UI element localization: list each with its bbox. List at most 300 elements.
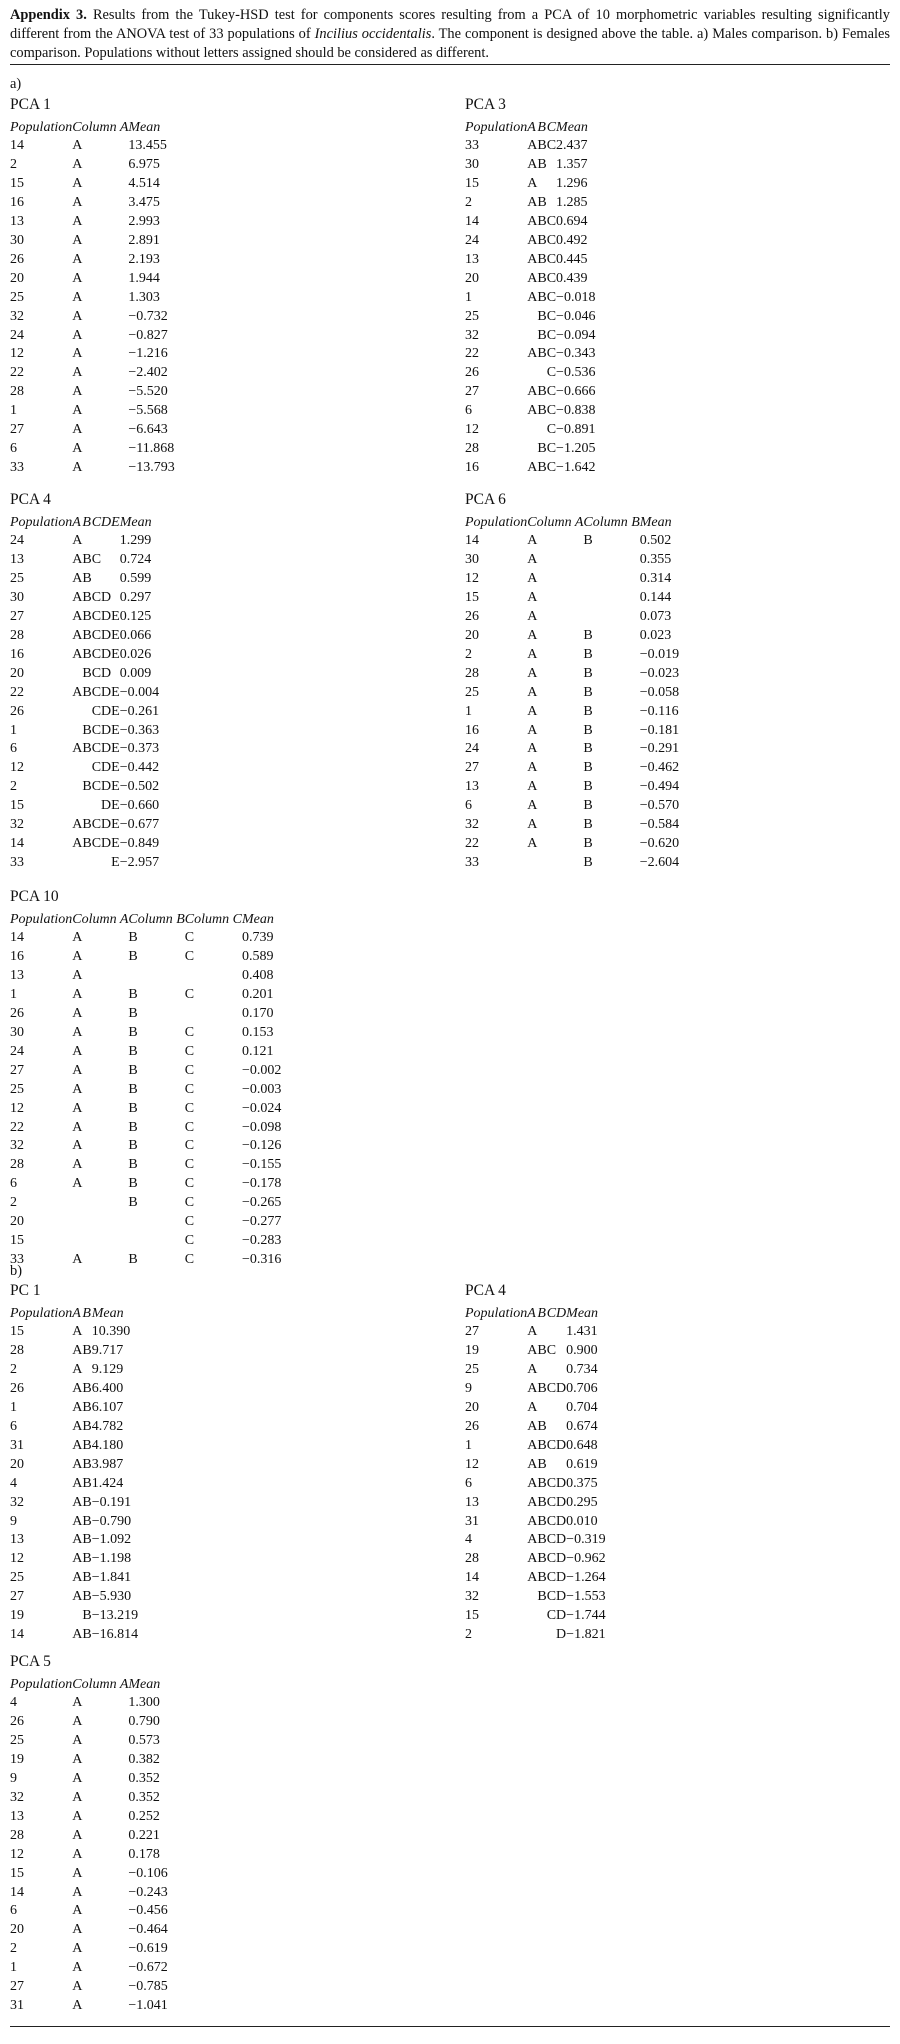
group-letter-cell: A <box>527 741 538 757</box>
population-cell: 22 <box>465 836 479 852</box>
group-letter-cell: D <box>556 1551 567 1567</box>
column-header: C <box>546 120 557 135</box>
group-letter-cell: A <box>72 213 83 229</box>
mean-cell: 0.734 <box>566 1361 598 1377</box>
mean-cell: −0.058 <box>639 684 680 700</box>
population-cell: 26 <box>10 1713 24 1729</box>
table-row <box>10 1342 138 1361</box>
group-letter-cell <box>82 703 91 722</box>
table-row <box>10 194 175 213</box>
mean-cell: 0.648 <box>566 1437 598 1453</box>
population-cell: 28 <box>465 665 479 681</box>
population-cell: 32 <box>10 308 24 324</box>
group-letter-cell <box>82 854 91 873</box>
mean-cell: −0.003 <box>241 1081 282 1097</box>
mean-cell: 9.129 <box>91 1361 124 1377</box>
group-letter-cell: C <box>91 627 102 643</box>
mean-cell: 0.694 <box>556 213 588 229</box>
group-letter-cell: A <box>72 1532 83 1548</box>
table-row <box>10 175 175 194</box>
group-letter-cell: B <box>82 1399 92 1415</box>
group-letter-cell: D <box>556 1437 567 1453</box>
population-cell: 1 <box>465 703 472 719</box>
group-letter-cell <box>547 156 556 175</box>
results-table <box>10 1304 138 1645</box>
mean-cell: −1.216 <box>128 346 168 362</box>
group-letter-cell: B <box>82 741 92 757</box>
mean-cell: 2.437 <box>556 138 588 153</box>
population-cell: 12 <box>465 422 479 438</box>
table-row <box>10 1978 168 1997</box>
mean-cell: 6.400 <box>91 1380 124 1396</box>
group-letter-cell: D <box>556 1494 567 1510</box>
table-row <box>465 289 595 308</box>
group-letter-cell: A <box>72 684 83 700</box>
group-letter-cell: B <box>128 948 138 964</box>
group-letter-cell: A <box>527 213 538 229</box>
column-header: Mean <box>119 515 152 530</box>
population-cell: 14 <box>10 1627 24 1643</box>
group-letter-cell: A <box>72 1252 83 1268</box>
table-row <box>10 1418 138 1437</box>
group-letter-cell: A <box>72 1960 83 1976</box>
table-row <box>10 383 175 402</box>
column-header: C <box>546 1306 557 1321</box>
population-cell: 24 <box>10 327 24 343</box>
table-row <box>465 1475 606 1494</box>
mean-cell: 9.717 <box>91 1342 124 1358</box>
population-cell: 14 <box>10 836 24 852</box>
mean-cell: −0.046 <box>556 308 596 324</box>
population-cell: 13 <box>10 551 24 567</box>
group-letter-cell: B <box>537 1418 547 1434</box>
results-table <box>465 1304 606 1645</box>
population-cell: 1 <box>10 403 17 419</box>
group-letter-cell: B <box>537 403 547 419</box>
group-letter-cell <box>72 1232 128 1251</box>
part-a-label: a) <box>10 76 22 92</box>
group-letter-cell: B <box>82 836 92 852</box>
group-letter-cell: A <box>527 1437 538 1453</box>
mean-cell: −0.785 <box>128 1979 168 1995</box>
group-letter-cell: D <box>101 836 112 852</box>
table-row <box>465 1550 606 1569</box>
mean-cell: 1.303 <box>128 289 160 305</box>
group-letter-cell: B <box>537 232 547 248</box>
table-row <box>10 1380 138 1399</box>
group-letter-cell: A <box>527 1380 538 1396</box>
population-cell: 25 <box>10 570 24 586</box>
group-letter-cell: B <box>82 665 92 681</box>
group-letter-cell <box>537 1607 546 1626</box>
mean-cell: −13.793 <box>128 460 175 476</box>
group-letter-cell: E <box>111 760 120 776</box>
table-row <box>10 364 175 383</box>
column-header: D <box>101 515 112 530</box>
group-letter-cell: C <box>184 1252 195 1268</box>
group-letter-cell: B <box>537 1437 547 1453</box>
mean-cell: −0.584 <box>639 817 680 833</box>
population-cell: 6 <box>10 741 17 757</box>
table-row <box>465 854 679 873</box>
population-cell: 33 <box>10 460 24 476</box>
table-row <box>465 364 595 383</box>
mean-cell: −0.181 <box>639 722 680 738</box>
group-letter-cell: B <box>583 798 593 814</box>
population-cell: 15 <box>10 1324 24 1339</box>
group-letter-cell <box>547 1361 556 1380</box>
table-row <box>465 137 595 156</box>
group-letter-cell: C <box>546 384 557 400</box>
table-row <box>10 402 175 421</box>
group-letter-cell <box>82 532 91 551</box>
table-row <box>10 289 175 308</box>
group-letter-cell <box>72 759 82 778</box>
population-cell: 2 <box>465 194 472 210</box>
table-header-row <box>10 910 281 929</box>
group-letter-cell: A <box>527 1361 538 1377</box>
mean-cell: 0.704 <box>566 1399 598 1415</box>
table-row <box>10 1732 168 1751</box>
group-letter-cell: B <box>583 646 593 662</box>
table-row <box>10 1024 281 1043</box>
group-letter-cell: A <box>527 608 538 624</box>
group-letter-cell: A <box>72 986 83 1002</box>
column-header: Population <box>10 515 73 530</box>
group-letter-cell: A <box>527 1399 538 1415</box>
group-letter-cell: C <box>184 1195 195 1211</box>
group-letter-cell: C <box>546 441 557 457</box>
group-letter-cell: A <box>527 665 538 681</box>
population-cell: 28 <box>10 1827 24 1843</box>
mean-cell: 0.295 <box>566 1494 598 1510</box>
group-letter-cell: A <box>72 156 83 172</box>
top-rule <box>10 64 890 65</box>
group-letter-cell: A <box>527 1570 538 1586</box>
table-row <box>465 797 679 816</box>
column-header: Population <box>10 1677 73 1692</box>
population-cell: 22 <box>10 684 24 700</box>
mean-cell: 1.424 <box>91 1475 124 1491</box>
group-letter-cell: A <box>72 1570 83 1586</box>
group-letter-cell: A <box>72 627 83 643</box>
caption-label: Appendix 3. <box>10 7 87 23</box>
group-letter-cell: D <box>101 722 112 738</box>
mean-cell: −1.205 <box>556 441 596 457</box>
table-header-row <box>465 1304 606 1323</box>
appendix-caption <box>10 6 890 63</box>
group-letter-cell: B <box>537 441 547 457</box>
table-row <box>465 308 595 327</box>
population-cell: 30 <box>10 589 24 605</box>
table-row <box>10 1846 168 1865</box>
population-cell: 30 <box>465 156 479 172</box>
population-cell: 28 <box>10 627 24 643</box>
group-letter-cell: C <box>546 138 557 153</box>
population-cell: 6 <box>10 1176 17 1192</box>
table-row <box>465 816 679 835</box>
population-cell: 14 <box>10 1884 24 1900</box>
population-cell: 24 <box>465 232 479 248</box>
mean-cell: −0.191 <box>91 1494 132 1510</box>
group-letter-cell <box>527 440 537 459</box>
population-cell: 1 <box>465 1437 472 1453</box>
group-letter-cell: A <box>527 817 538 833</box>
table-row <box>465 1380 606 1399</box>
group-letter-cell: E <box>111 798 120 814</box>
population-cell: 32 <box>10 817 24 833</box>
population-cell: 2 <box>10 156 17 172</box>
group-letter-cell <box>527 1626 537 1645</box>
table-row <box>465 589 679 608</box>
mean-cell: 0.352 <box>128 1770 160 1786</box>
group-letter-cell: C <box>184 1100 195 1116</box>
mean-cell: −2.402 <box>128 365 168 381</box>
table-row <box>10 1005 281 1024</box>
group-letter-cell: D <box>101 779 112 795</box>
table-row <box>10 835 159 854</box>
results-table <box>10 118 175 478</box>
population-cell: 16 <box>10 646 24 662</box>
group-letter-cell: A <box>72 1922 83 1938</box>
population-cell: 25 <box>465 1361 479 1377</box>
group-letter-cell: E <box>111 703 120 719</box>
mean-cell: 0.297 <box>119 589 152 605</box>
population-cell: 6 <box>465 403 472 419</box>
table-row <box>10 665 159 684</box>
table-row <box>10 1323 138 1342</box>
group-letter-cell: E <box>111 722 120 738</box>
group-letter-cell: A <box>72 836 83 852</box>
table-row <box>465 1323 606 1342</box>
mean-cell: 0.221 <box>128 1827 160 1843</box>
group-letter-cell: A <box>527 1475 538 1491</box>
column-header: B <box>82 515 91 530</box>
table-row <box>465 270 595 289</box>
group-letter-cell <box>583 551 639 570</box>
population-cell: 20 <box>465 627 479 643</box>
mean-cell: 1.357 <box>556 156 588 172</box>
mean-cell: −6.643 <box>128 422 168 438</box>
table-row <box>465 665 679 684</box>
population-cell: 32 <box>10 1789 24 1805</box>
population-cell: 32 <box>10 1494 24 1510</box>
table-row <box>10 854 159 873</box>
group-letter-cell <box>72 665 82 684</box>
group-letter-cell <box>82 1361 91 1380</box>
mean-cell: 0.153 <box>241 1024 274 1040</box>
group-letter-cell: A <box>72 1005 83 1021</box>
population-cell: 25 <box>465 308 479 324</box>
group-letter-cell: D <box>101 589 112 605</box>
group-letter-cell: A <box>527 1513 538 1529</box>
population-cell: 19 <box>10 1751 24 1767</box>
mean-cell: 0.009 <box>119 665 152 681</box>
group-letter-cell <box>111 589 120 608</box>
mean-cell: −0.261 <box>119 703 160 719</box>
group-letter-cell: B <box>128 986 138 1002</box>
caption-text-2: . The component is designed above the table. a) Males comparison. b) Females comparison. Populations without letters assigned should be considered as different. <box>10 26 890 61</box>
population-cell: 26 <box>10 1380 24 1396</box>
group-letter-cell: C <box>546 1437 557 1453</box>
table-row <box>465 383 595 402</box>
group-letter-cell: B <box>82 1342 92 1358</box>
population-cell: 4 <box>10 1695 17 1710</box>
table-header-row <box>10 118 175 137</box>
table-row <box>10 270 175 289</box>
table-row <box>10 1770 168 1789</box>
mean-cell: 6.107 <box>91 1399 124 1415</box>
mean-cell: 0.790 <box>128 1713 160 1729</box>
population-cell: 16 <box>10 194 24 210</box>
mean-cell: −0.363 <box>119 722 160 738</box>
group-letter-cell: A <box>72 967 83 983</box>
mean-cell: −5.568 <box>128 403 168 419</box>
group-letter-cell: B <box>537 156 547 172</box>
population-cell: 20 <box>465 270 479 286</box>
table-row <box>465 1531 606 1550</box>
group-letter-cell: B <box>583 741 593 757</box>
mean-cell: −0.827 <box>128 327 168 343</box>
table-row <box>465 345 595 364</box>
group-letter-cell: A <box>72 384 83 400</box>
population-cell: 27 <box>465 760 479 776</box>
group-letter-cell <box>72 797 82 816</box>
group-letter-cell: A <box>72 1695 83 1710</box>
table-row <box>465 1456 606 1475</box>
group-letter-cell: C <box>91 589 102 605</box>
mean-cell: −0.570 <box>639 798 680 814</box>
population-cell: 12 <box>10 1100 24 1116</box>
group-letter-cell: B <box>128 1081 138 1097</box>
group-letter-cell: E <box>111 627 120 643</box>
group-letter-cell: A <box>72 1399 83 1415</box>
group-letter-cell: C <box>91 608 102 624</box>
population-cell: 6 <box>465 798 472 814</box>
mean-cell: 0.010 <box>566 1513 598 1529</box>
table-title: PC 1 <box>10 1282 41 1299</box>
table-row <box>10 986 281 1005</box>
mean-cell: 6.975 <box>128 156 160 172</box>
group-letter-cell <box>111 532 120 551</box>
table-row <box>10 137 175 156</box>
table-row <box>465 1513 606 1532</box>
group-letter-cell: C <box>546 1551 557 1567</box>
group-letter-cell: A <box>72 589 83 605</box>
mean-cell: −0.098 <box>241 1119 282 1135</box>
table-row <box>10 1997 168 2016</box>
table-row <box>465 740 679 759</box>
group-letter-cell: A <box>72 194 83 210</box>
population-cell: 9 <box>10 1770 17 1786</box>
mean-cell: 0.170 <box>241 1005 274 1021</box>
group-letter-cell: B <box>128 1138 138 1154</box>
table-row <box>10 1513 138 1532</box>
group-letter-cell <box>537 175 546 194</box>
table-header-row <box>465 118 595 137</box>
group-letter-cell: A <box>527 289 538 305</box>
table-row <box>10 1494 138 1513</box>
table-row <box>10 929 281 948</box>
mean-cell: −0.019 <box>639 646 680 662</box>
mean-cell: 0.144 <box>639 589 672 605</box>
group-letter-cell: C <box>546 232 557 248</box>
population-cell: 20 <box>10 1456 24 1472</box>
population-cell: 12 <box>10 1551 24 1567</box>
population-cell: 31 <box>10 1998 24 2014</box>
results-table <box>465 513 679 873</box>
mean-cell: 2.193 <box>128 251 160 267</box>
population-cell: 30 <box>10 232 24 248</box>
mean-cell: −11.868 <box>128 441 175 457</box>
mean-cell: −0.849 <box>119 836 160 852</box>
population-cell: 1 <box>10 986 17 1002</box>
group-letter-cell: B <box>583 817 593 833</box>
population-cell: 28 <box>10 1157 24 1173</box>
group-letter-cell: C <box>91 722 102 738</box>
group-letter-cell <box>556 1323 566 1342</box>
population-cell: 27 <box>10 422 24 438</box>
group-letter-cell: C <box>546 213 557 229</box>
population-cell: 13 <box>10 213 24 229</box>
mean-cell: −1.642 <box>556 460 596 476</box>
mean-cell: 2.891 <box>128 232 160 248</box>
group-letter-cell: D <box>101 665 112 681</box>
table-row <box>465 835 679 854</box>
table-row <box>10 1081 281 1100</box>
table-row <box>10 532 159 551</box>
group-letter-cell: B <box>537 1570 547 1586</box>
table-row <box>10 308 175 327</box>
column-header: B <box>537 120 546 135</box>
group-letter-cell: A <box>72 817 83 833</box>
group-letter-cell: A <box>527 1342 538 1358</box>
group-letter-cell: B <box>537 384 547 400</box>
mean-cell: 3.987 <box>91 1456 124 1472</box>
group-letter-cell: B <box>537 213 547 229</box>
table-row <box>465 1418 606 1437</box>
table-header-row <box>10 513 159 532</box>
population-cell: 6 <box>10 1418 17 1434</box>
group-letter-cell: A <box>72 403 83 419</box>
group-letter-cell <box>527 327 537 346</box>
group-letter-cell: B <box>82 627 92 643</box>
population-cell: 20 <box>10 665 24 681</box>
group-letter-cell: D <box>556 1513 567 1529</box>
population-cell: 28 <box>10 1342 24 1358</box>
mean-cell: −0.660 <box>119 798 160 814</box>
group-letter-cell: C <box>546 1589 557 1605</box>
group-letter-cell: C <box>546 1494 557 1510</box>
group-letter-cell: E <box>111 608 120 624</box>
group-letter-cell <box>537 1361 546 1380</box>
mean-cell: −0.004 <box>119 684 160 700</box>
group-letter-cell: B <box>537 460 547 476</box>
group-letter-cell <box>72 1213 128 1232</box>
group-letter-cell <box>72 854 82 873</box>
group-letter-cell: B <box>537 1380 547 1396</box>
population-cell: 14 <box>10 138 24 153</box>
table-row <box>10 608 159 627</box>
group-letter-cell: B <box>583 684 593 700</box>
table-row <box>10 948 281 967</box>
table-row <box>10 327 175 346</box>
population-cell: 33 <box>465 855 479 871</box>
group-letter-cell: A <box>527 1551 538 1567</box>
population-cell: 1 <box>10 722 17 738</box>
population-cell: 14 <box>10 930 24 945</box>
mean-cell: −0.891 <box>556 422 596 438</box>
